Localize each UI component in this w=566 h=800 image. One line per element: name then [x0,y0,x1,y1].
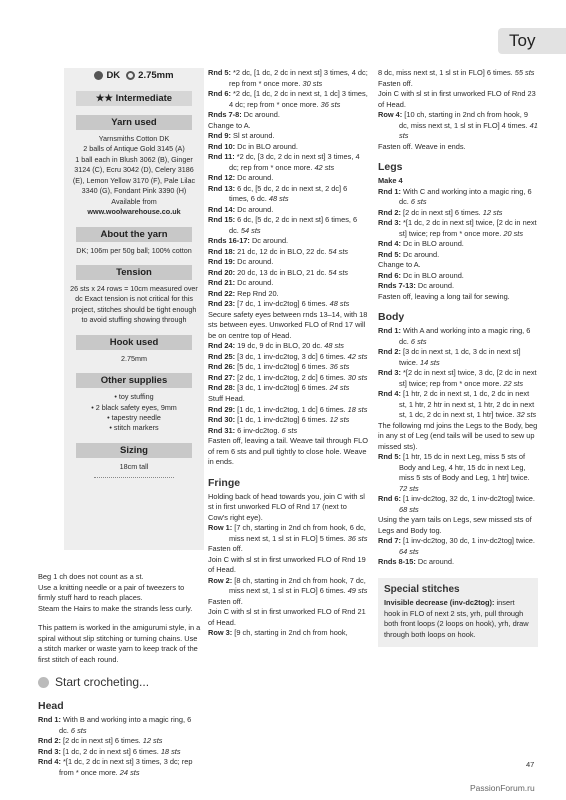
row-label: Rnd 31: [208,425,236,435]
supply-item: • toy stuffing [114,392,154,402]
row-instruction: [3 dc, 1 inv-dc2tog] 6 times. [235,383,328,393]
row-label: Rnd 19: [208,257,236,267]
row-instruction: [9 ch, starting in 2nd ch from hook, [232,628,348,638]
row-instruction: Fasten off. [208,544,243,554]
row-instruction: [1 dc, 1 inv-dc2tog] 6 times. [235,415,328,425]
pattern-row [208,121,368,132]
row-instruction: [2 dc in next st] 6 times. [401,207,481,217]
body-rows [378,326,538,568]
stitch-count: 18 sts [345,404,368,414]
stitch-count: 49 sts [345,586,368,596]
pattern-row [378,208,538,219]
stitch-count: 24 sts [117,767,140,777]
row-instruction: 20 dc, 13 dc in BLO, 21 dc. [235,267,327,277]
note: Use a knitting needle or a pair of tweezers to firmly stuff hard to reach places. [38,582,185,603]
pattern-row [208,289,368,300]
row-instruction: *2 dc, [1 dc, 2 dc in next st, 1 dc] 3 times, 4 dc; rep from * once more. [229,89,368,109]
pattern-row [378,239,538,250]
pattern-row [208,628,368,639]
row-instruction: Dc around. [415,281,455,291]
row-label: Rnd 1: [378,186,401,196]
row-label: Rnd 6: [378,494,401,504]
pattern-row [378,187,538,208]
stitch-count: 54 sts [326,267,349,277]
row-instruction: Dc around. [235,173,274,183]
row-label: Rnd 25: [208,351,236,361]
special-stitch-description: insert hook in FLO of next 2 sts, yrh, pull through both front loops (2 loops on hook), yrh, draw through both loops on hook. [384,598,529,639]
supply-item: • 2 black safety eyes, 9mm [91,402,177,412]
row-instruction: Secure safety eyes between rnds 13–14, with 18 sts between eyes. Unworked FLO of Rnd 17 will be on centre top of Head. [208,309,368,340]
row-label: Rnd 9: [208,131,231,141]
difficulty-stars: ★★ [95,93,113,104]
row-label: Row 4: [378,110,403,120]
row-instruction: Change to A. [208,120,251,130]
row-instruction: *2 dc, [3 dc, 2 dc in next st] 3 times, 4 dc; rep from * once more. [229,152,360,172]
row-instruction: Sl st around. [231,131,275,141]
column-1 [38,572,203,778]
row-instruction: Fasten off, leaving a tail. Weave tail through FLO of rem 6 sts and pull tightly to close hole. Weave in ends. [208,436,368,467]
row-instruction: Dc around. [249,236,289,246]
pattern-row [378,142,538,153]
row-instruction: Fasten off. [378,78,413,88]
row-instruction: [1 inv-dc2tog, 30 dc, 1 inv-dc2tog] twice. [401,536,535,546]
row-label: Rnd 28: [208,383,236,393]
pattern-row [208,110,368,121]
sizing-text: 18cm tall [119,461,149,471]
difficulty-label: Intermediate [115,93,173,104]
row-label: Rnd 5: [208,68,231,77]
special-stitch-name: Invisible decrease (inv-dc2tog): [384,598,495,608]
tension-heading: Tension [76,265,192,280]
legs-heading: Legs [378,161,403,174]
row-label: Rnd 1: [378,326,401,336]
stitch-count: 41 sts [399,120,538,141]
row-label: Rnd 2: [378,347,401,357]
pattern-row [208,68,368,89]
pattern-info-sidebar [64,68,204,550]
row-instruction: [1 dc, 1 inv-dc2tog, 1 dc] 6 times. [235,404,346,414]
pattern-row [378,281,538,292]
row-instruction: Dc in BLO around. [401,270,464,280]
stitch-count: 72 sts [399,483,419,493]
fringe-rows-continued [378,68,538,152]
watermark: PassionForum.ru [470,783,535,793]
row-label: Rnd 3: [38,746,61,756]
row-instruction: [1 htr, 2 dc in next st, 1 dc, 2 dc in next st, 1 htr, 2 htr in next st, 1 htr, 2 dc in next st, 1 dc, 2 dc in next st, 1 htr] twice. [399,389,535,420]
stitch-count: 6 sts [408,336,427,346]
pattern-row [378,389,538,421]
row-instruction: Dc around. [235,257,274,267]
stitch-count: 30 sts [345,372,368,382]
hook-used-text: 2.75mm [121,353,147,363]
yarn-weight-label: DK [106,69,121,81]
yarn-line: 2 balls of Antique Gold 3145 (A) [83,144,185,154]
row-instruction: Fasten off. [208,596,243,606]
pattern-row [378,557,538,568]
head-rows [38,715,203,778]
pattern-row [208,152,368,173]
pattern-row [208,426,368,437]
row-instruction: 6 dc, [5 dc, 2 dc in next st] 6 times, 6 dc. [229,215,358,235]
pattern-row [378,68,538,79]
row-instruction: 8 dc, miss next st, 1 sl st in FLO] 6 times. [378,68,513,77]
stitch-count: 54 sts [238,225,261,235]
pattern-row [378,110,538,142]
pattern-row [38,757,203,778]
stitch-count: 22 sts [501,378,524,388]
legs-rows [378,187,538,303]
stitch-count: 32 sts [514,410,537,420]
note: Beg 1 ch does not count as a st. [38,572,144,581]
row-instruction: Holding back of head towards you, join C with sl st in first unworked FLO of Rnd 17 (next to Cow's right eye). [208,491,365,522]
yarn-line: Available from [111,196,157,206]
stitch-count: 36 sts [345,533,368,543]
row-label: Rnd 12: [208,173,236,183]
pattern-row [208,268,368,279]
row-label: Rnd 20: [208,267,236,277]
row-label: Row 2: [208,575,233,585]
note: This pattern is worked in the amigurumi style, in a spiral without slip stitching or turning chains. Use a stitch marker or waste yarn to keep track of the first stitch of each round. [38,623,201,664]
pattern-row [378,494,538,515]
row-label: Rnds 7-8: [208,110,242,120]
fringe-rows [208,492,368,639]
row-instruction: Dc around. [235,278,274,288]
stitch-count: 6 sts [408,197,427,207]
stitch-count: 20 sts [501,228,524,238]
column-3 [378,68,538,647]
row-instruction: Dc around. [241,110,280,120]
page-number: 47 [526,760,535,769]
row-instruction: Join C with sl st in first unworked FLO of Rnd 21 of Head. [208,607,366,627]
stitch-count: 68 sts [399,504,419,514]
pattern-row [208,352,368,363]
row-instruction: Dc in BLO around. [235,141,298,151]
row-instruction: Join C with sl st in first unworked FLO of Rnd 23 of Head. [378,89,536,109]
row-instruction: Fasten off. Weave in ends. [378,141,466,151]
pattern-row [208,341,368,352]
stitch-count: 30 sts [300,78,323,88]
stitch-count: 64 sts [399,546,419,556]
stitch-count: 36 sts [318,99,341,109]
sizing-heading: Sizing [76,443,192,458]
stitch-count: 14 sts [417,357,440,367]
row-label: Rnd 18: [208,246,236,256]
section-tab-label: Toy [509,31,536,50]
row-label: Rnd 4: [38,757,61,767]
hook-size-label: 2.75mm [138,69,174,81]
supply-item: • tapestry needle [107,413,161,422]
pattern-row [378,326,538,347]
row-instruction: With C and working into a magic ring, 6 dc. [399,186,532,207]
yarn-line: Yarnsmiths Cotton DK [98,134,170,143]
row-instruction: Stuff Head. [208,393,245,403]
divider [94,477,174,478]
pattern-row [208,607,368,628]
pattern-row [378,452,538,494]
row-instruction: 6 dc, [5 dc, 2 dc in next st, 2 dc] 6 times, 6 dc. [229,183,348,204]
pattern-row [208,523,368,544]
row-label: Rnd 13: [208,183,236,193]
supply-item: • stitch markers [109,423,159,433]
row-instruction: *[1 dc, 2 dc in next st] twice, [2 dc in next st] twice; rep from * once more. [399,218,537,238]
row-instruction: Fasten off, leaving a long tail for sewing. [378,291,510,301]
row-label: Rnd 5: [378,249,401,259]
row-instruction: With B and working into a magic ring, 6 dc. [59,715,192,735]
stitch-count: 12 sts [480,207,503,217]
yarn-ball-icon [94,71,103,80]
pattern-row [378,250,538,261]
stitch-count: 42 sts [345,351,368,361]
row-label: Rnd 2: [38,736,61,746]
pattern-row [378,260,538,271]
pattern-row [208,405,368,416]
pattern-row [208,544,368,555]
row-label: Rnd 11: [208,152,235,162]
pattern-row [378,218,538,239]
hook-used-heading: Hook used [76,335,192,350]
spacer [38,614,203,623]
row-label: Rnd 15: [208,215,236,225]
row-label: Rnd 30: [208,415,236,425]
column-2 [208,68,368,639]
about-yarn-heading: About the yarn [76,227,192,242]
row-label: Rnd 10: [208,141,236,151]
yarn-weight [94,69,120,82]
row-instruction: 19 dc, 9 dc in BLO, 20 dc. [235,341,323,351]
pattern-row [208,555,368,576]
pattern-row [378,536,538,557]
stitch-count: 6 sts [68,725,87,735]
stitch-count: 12 sts [140,736,163,746]
row-instruction: Dc in BLO around. [401,239,464,249]
pattern-row [208,383,368,394]
pattern-row [208,247,368,258]
row-instruction: [10 ch, starting in 2nd ch from hook, 9 dc, miss next st, 1 sl st in FLO] 4 times. [399,110,528,130]
pattern-row [208,173,368,184]
row-instruction: [2 dc in next st] 6 times. [61,736,141,746]
stitch-count: 6 sts [279,425,298,435]
row-instruction: With A and working into a magic ring, 6 dc. [399,326,531,346]
pattern-row [208,205,368,216]
row-instruction: Join C with sl st in first unworked FLO of Rnd 19 of Head. [208,554,366,575]
row-label: Rnd 2: [378,207,401,217]
stitch-count: 24 sts [327,383,350,393]
pattern-row [378,368,538,389]
stitch-count: 36 sts [327,362,350,372]
yarn-line: 1 ball each in Blush 3062 (B), Ginger 3124 (C), Ecru 3042 (D), Celery 3186 (E), Lemon Yellow 3170 (F), Pale Lilac 3340 (G), Fondant Pink 3390 (H) [72,154,196,196]
stitch-count: 48 sts [327,299,350,309]
row-instruction: *[2 dc in next st] twice, 3 dc, [2 dc in next st] twice; rep from * once more. [399,368,537,388]
pattern-row [208,89,368,110]
pattern-row [208,299,368,310]
pattern-row [208,492,368,524]
row-label: Rnd 3: [378,368,401,378]
stitch-count: 12 sts [327,415,350,425]
pattern-row [208,184,368,205]
row-instruction: *2 dc, [1 dc, 2 dc in next st] 3 times, 4 dc; rep from * once more. [229,68,368,88]
row-instruction: Change to A. [378,260,421,270]
section-tab [498,28,566,54]
row-instruction: 21 dc, 12 dc in BLO, 22 dc. [235,246,327,256]
hook-size [126,69,173,82]
stitch-count: 48 sts [266,194,289,204]
row-instruction: Dc around. [401,249,440,259]
pattern-row [208,257,368,268]
stitch-count: 48 sts [322,341,344,351]
row-label: Rnd 4: [378,389,401,399]
row-instruction: The following rnd joins the Legs to the Body, beg in any st of Leg (end tails will be used to sew up missed sts). [378,420,538,451]
tension-text: 26 sts x 24 rows = 10cm measured over dc Exact tension is not critical for this project, stitches should be tight enough to avoid stuffing showing through [70,283,198,325]
pattern-row [378,79,538,90]
row-label: Rnd 21: [208,278,236,288]
row-label: Rnd 29: [208,404,236,414]
stitch-count: 55 sts [512,68,535,77]
pattern-row [208,373,368,384]
stockist-link[interactable]: www.woolwarehouse.co.uk [87,207,181,217]
row-label: Row 1: [208,523,233,533]
row-instruction: Dc around. [415,557,455,567]
row-instruction: [8 ch, starting in 2nd ch from hook, 7 dc, miss next st, 1 sl st in FLO] 6 times. [229,575,366,596]
yarn-used-heading: Yarn used [76,115,192,130]
hook-icon [126,71,135,80]
pattern-row [38,747,203,758]
row-label: Rnd 27: [208,372,236,382]
row-instruction: Using the yarn tails on Legs, sew missed sts of Legs and Body tog. [378,515,532,535]
row-label: Rnd 1: [38,715,61,725]
pattern-row [208,394,368,405]
row-instruction: [7 ch, starting in 2nd ch from hook, 6 dc, miss next st, 1 sl st in FLO] 5 times. [229,523,366,543]
pattern-row [378,515,538,536]
yarn-hook-summary [64,69,204,82]
row-label: Rnd 3: [378,218,401,228]
supplies-list [64,392,204,434]
pattern-row [208,278,368,289]
legs-make-count: Make 4 [378,176,403,186]
start-crocheting-heading [38,674,203,691]
row-instruction: [1 dc, 2 dc in next st] 6 times. [61,746,159,756]
pattern-row [208,236,368,247]
difficulty-band [76,91,192,106]
head-rows-continued [208,68,368,468]
other-supplies-heading: Other supplies [76,373,192,388]
pattern-row [38,715,203,736]
row-instruction: [1 inv-dc2tog, 32 dc, 1 inv-dc2tog] twice. [401,494,535,504]
row-label: Rnd 14: [208,204,236,214]
pattern-row [378,89,538,110]
row-instruction: Rep Rnd 20. [235,288,279,298]
row-label: Row 3: [208,628,233,638]
row-instruction: [3 dc, 1 inv-dc2tog, 3 dc] 6 times. [235,351,346,361]
row-label: Rnd 7: [378,536,401,546]
row-label: Rnd 5: [378,452,401,462]
pattern-row [38,736,203,747]
start-crocheting-label: Start crocheting... [55,675,150,690]
row-label: Rnds 8-15: [378,557,416,567]
row-instruction: *[1 dc, 2 dc in next st] 3 times, 3 dc; rep from * once more. [59,757,193,777]
body-heading: Body [378,311,405,324]
pattern-row [378,347,538,368]
pattern-row [378,421,538,453]
head-heading: Head [38,700,64,713]
note: Steam the Hairs to make the strands less curly. [38,603,193,613]
pattern-row [208,415,368,426]
row-label: Rnd 26: [208,362,236,372]
pattern-row [378,292,538,303]
bullet-icon [38,677,49,688]
row-label: Rnds 16-17: [208,236,250,246]
row-label: Rnd 6: [208,89,231,99]
row-label: Rnd 4: [378,239,401,249]
row-instruction: Dc around. [235,204,274,214]
stitch-count: 18 sts [158,746,181,756]
special-stitches-heading: Special stitches [384,583,460,595]
row-instruction: [7 dc, 1 inv-dc2tog] 6 times. [235,299,328,309]
row-label: Rnd 24: [208,341,236,351]
row-label: Rnds 7-13: [378,281,416,291]
row-label: Rnd 23: [208,299,236,309]
pattern-row [208,310,368,342]
row-instruction: [3 dc in next st, 1 dc, 3 dc in next st] twice. [399,347,521,367]
about-yarn-text: DK; 106m per 50g ball; 100% cotton [76,245,192,255]
special-stitch-text [384,598,532,640]
pattern-row [208,436,368,468]
pattern-row [208,362,368,373]
pattern-row [208,576,368,597]
fringe-heading: Fringe [208,476,241,489]
special-stitches-box [378,578,538,647]
row-instruction: [5 dc, 1 inv-dc2tog] 6 times. [235,362,328,372]
row-label: Rnd 22: [208,288,236,298]
stitch-count: 54 sts [326,246,349,256]
pattern-row [208,131,368,142]
pattern-row [208,597,368,608]
stitch-count: 42 sts [312,162,335,172]
yarn-used-text [64,134,204,218]
pattern-row [208,215,368,236]
pattern-row [208,142,368,153]
row-label: Rnd 6: [378,270,401,280]
row-instruction: [1 htr, 15 dc in next Leg, miss 5 sts of Body and Leg, 4 htr, 15 dc in next Leg, miss 5 sts of Body and Leg, 1 htr] twice. [399,452,530,483]
row-instruction: 6 inv-dc2tog. [235,425,280,435]
row-instruction: [2 dc, 1 inv-dc2tog, 2 dc] 6 times. [235,372,346,382]
pattern-row [378,271,538,282]
